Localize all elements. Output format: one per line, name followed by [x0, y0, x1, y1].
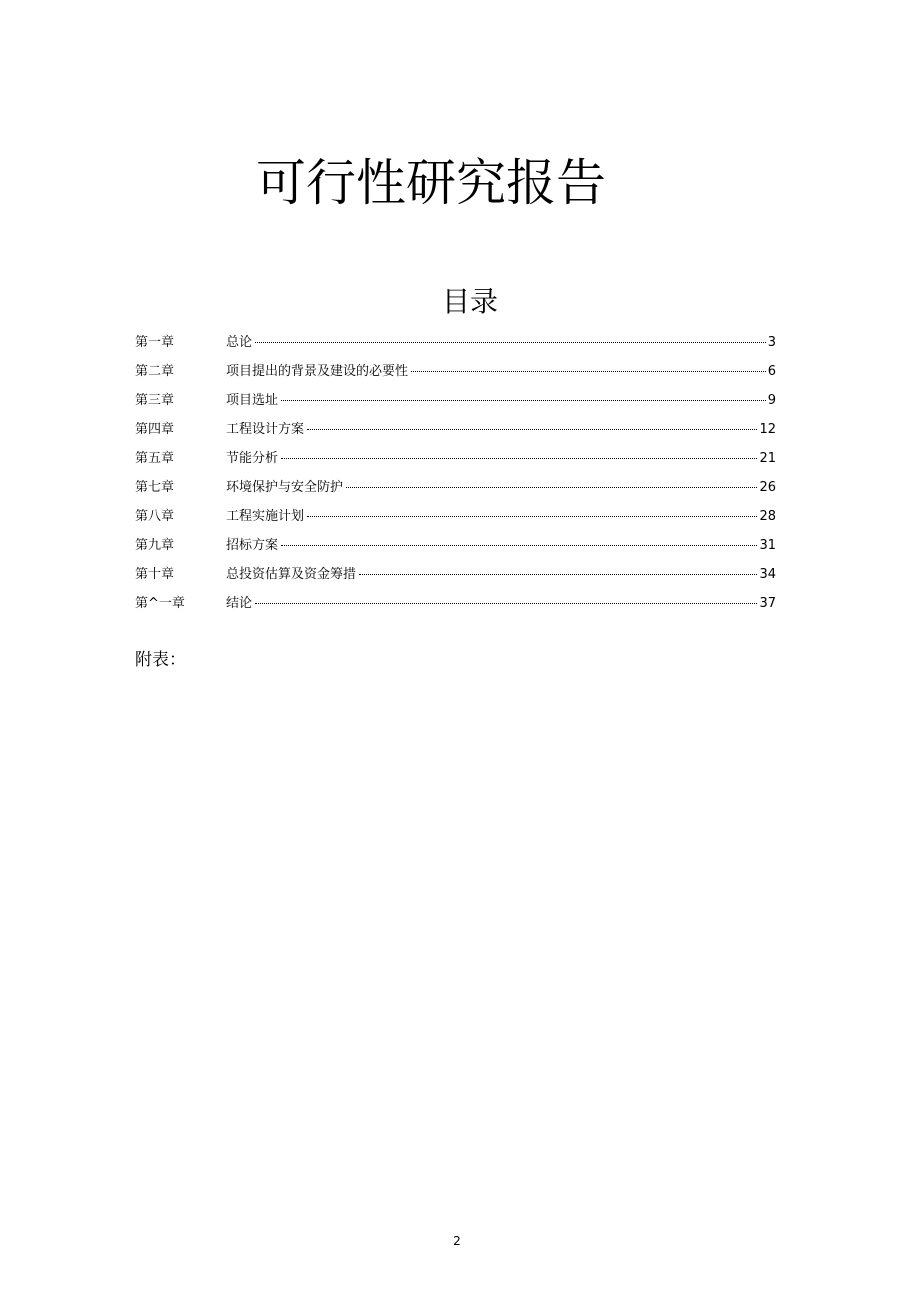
toc-dot-leader — [307, 428, 757, 430]
toc-page-number: 26 — [759, 480, 776, 495]
toc-page-number: 9 — [767, 393, 776, 408]
toc-dot-leader — [281, 544, 757, 546]
toc-page-number: 6 — [767, 364, 776, 379]
toc-chapter-number: 第一章 — [135, 335, 175, 350]
toc-chapter-number: 第五章 — [135, 451, 175, 466]
toc-entry[interactable] — [135, 362, 776, 391]
toc-chapter-number: 第三章 — [135, 393, 175, 408]
toc-chapter-title: 节能分析 — [226, 451, 279, 466]
toc-chapter-number: 第十章 — [135, 567, 175, 582]
toc-dot-leader — [359, 573, 757, 575]
toc-dot-leader — [281, 399, 766, 401]
toc-chapter-number: 第七章 — [135, 480, 175, 495]
toc-page-number: 12 — [759, 422, 776, 437]
toc-entry[interactable] — [135, 391, 776, 420]
appendix-label: 附表： — [135, 650, 186, 670]
toc-entry[interactable] — [135, 449, 776, 478]
toc-chapter-number: 第九章 — [135, 538, 175, 553]
toc-chapter-title: 项目选址 — [226, 393, 279, 408]
toc-page-number: 28 — [759, 509, 776, 524]
toc-chapter-title: 总投资估算及资金筹措 — [226, 567, 357, 582]
table-of-contents — [135, 333, 776, 623]
toc-chapter-title: 工程实施计划 — [226, 509, 305, 524]
toc-page-number: 31 — [759, 538, 776, 553]
toc-page-number: 37 — [759, 596, 776, 611]
document-title: 可行性研究报告 — [256, 154, 606, 212]
toc-chapter-title: 工程设计方案 — [226, 422, 305, 437]
toc-entry[interactable] — [135, 565, 776, 594]
toc-page-number: 34 — [759, 567, 776, 582]
toc-entry[interactable] — [135, 333, 776, 362]
toc-dot-leader — [307, 515, 757, 517]
toc-chapter-title: 招标方案 — [226, 538, 279, 553]
toc-page-number: 21 — [759, 451, 776, 466]
toc-chapter-number: 第^一章 — [135, 596, 185, 611]
toc-chapter-number: 第二章 — [135, 364, 175, 379]
toc-chapter-title: 项目提出的背景及建设的必要性 — [226, 364, 409, 379]
toc-entry[interactable] — [135, 536, 776, 565]
toc-dot-leader — [411, 370, 766, 372]
toc-dot-leader — [255, 341, 766, 343]
toc-dot-leader — [281, 457, 757, 459]
toc-dot-leader — [255, 602, 757, 604]
toc-chapter-title: 结论 — [226, 596, 253, 611]
toc-heading: 目录 — [441, 285, 498, 318]
toc-entry[interactable] — [135, 507, 776, 536]
toc-chapter-title: 环境保护与安全防护 — [226, 480, 344, 495]
toc-dot-leader — [346, 486, 757, 488]
toc-page-number: 3 — [767, 335, 776, 350]
toc-chapter-title: 总论 — [226, 335, 253, 350]
toc-chapter-number: 第八章 — [135, 509, 175, 524]
toc-entry[interactable] — [135, 594, 776, 623]
page-number: 2 — [453, 1234, 461, 1248]
toc-entry[interactable] — [135, 420, 776, 449]
toc-entry[interactable] — [135, 478, 776, 507]
toc-chapter-number: 第四章 — [135, 422, 175, 437]
